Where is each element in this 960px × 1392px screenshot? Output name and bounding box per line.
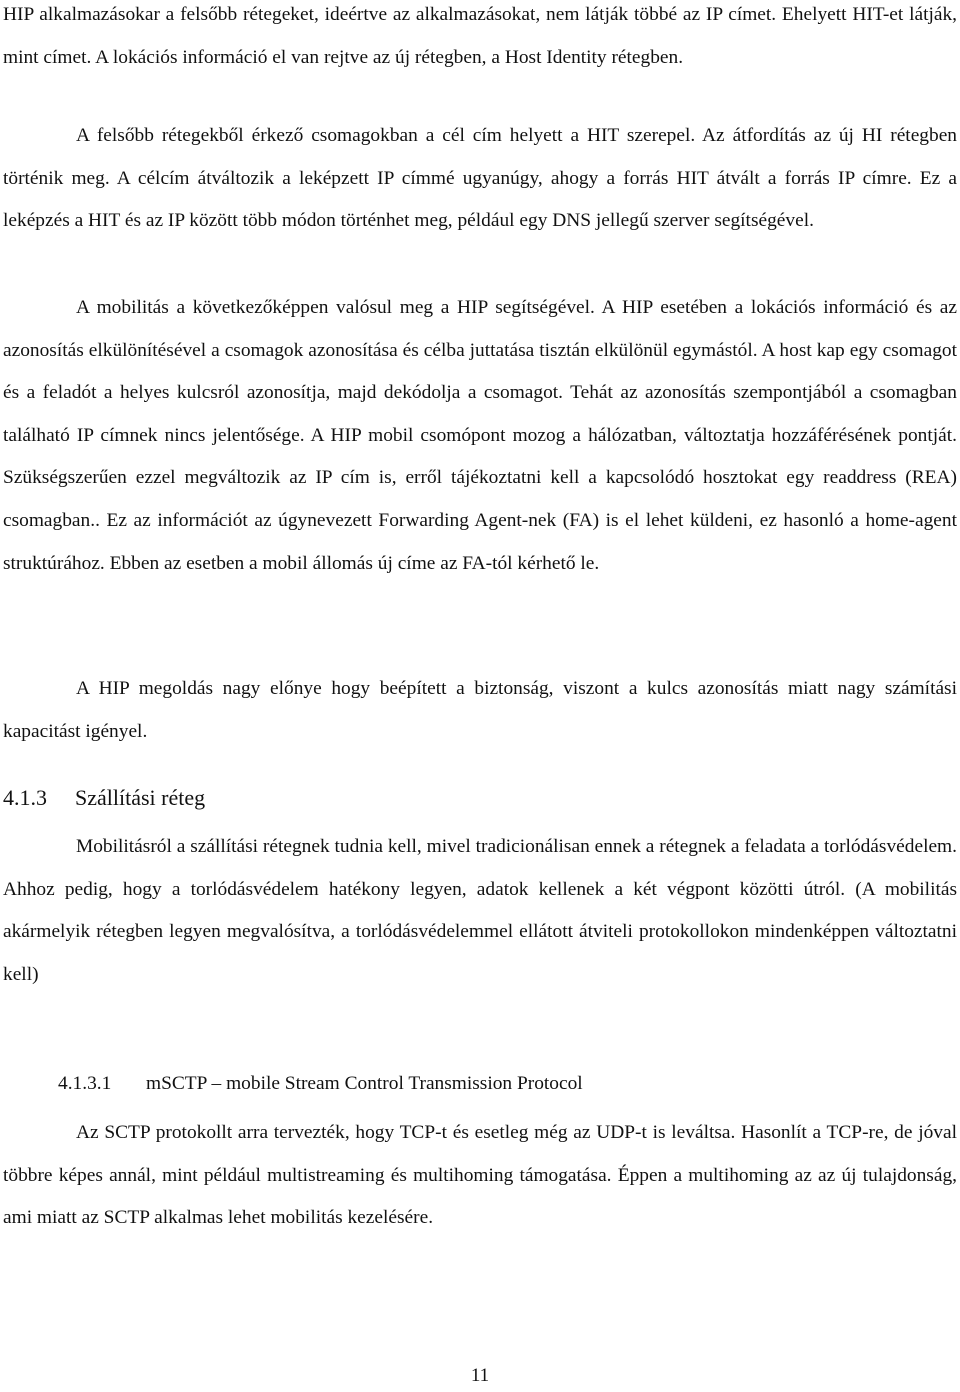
paragraph-transport-layer: Mobilitásról a szállítási rétegnek tudnia kell, mivel tradicionálisan ennek a rétegnek a feladata a torlódásvédelem. Ahhoz pedig, hogy a torlódásvédelem hatékony legyen, adatok kellenek a két végpont közötti útról. (A mobilitás akármelyik rétegben legyen megvalósítva, a torlódásvédelemmel ellátott átviteli protokollokon mindenképpen változtatni kell) bbox=[3, 836, 957, 985]
paragraph-hip-layers: HIP alkalmazásokar a felsőbb rétegeket, ideértve az alkalmazásokat, nem látják többé az IP címet. Ehelyett HIT-et látják, mint címet. A lokációs információ el van rejtve az új rétegben, a Host Identity rétegben. bbox=[3, 4, 957, 68]
paragraph-sctp: Az SCTP protokollt arra tervezték, hogy TCP-t és esetleg még az UDP-t is leváltsa. Hasonlít a TCP-re, de jóval többre képes annál, mint például multistreaming és multihoming támogatása. Éppen a multihoming az az új tulajdonság, ami miatt az SCTP alkalmas lehet mobilitás kezelésére. bbox=[3, 1122, 957, 1229]
paragraph-hip-advantage: A HIP megoldás nagy előnye hogy beépített a biztonság, viszont a kulcs azonosítás miatt nagy számítási kapacitást igényel. bbox=[3, 678, 957, 742]
section-heading bbox=[3, 778, 205, 818]
subsection-title: mSCTP – mobile Stream Control Transmission Protocol bbox=[146, 1073, 583, 1094]
paragraph-hip-mobility: A mobilitás a következőképpen valósul meg a HIP segítségével. A HIP esetében a lokációs információ és az azonosítás elkülönítésével a csomagok azonosítása és célba juttatása tisztán elkülönül egymástól. A host kap egy csomagot és a feladót a helyes kulcsról azonosítja, majd dekódolja a csomagot. Tehát az azonosítás szempontjából a csomagban található IP címnek nincs jelentősége. A HIP mobil csomópont mozog a hálózatban, változtatja hozzáférésének pontját. Szükségszerűen ezzel megváltozik az IP cím is, erről tájékoztatni kell a kapcsolódó hosztokat egy readdress (REA) csomagban.. Ez az információt az úgynevezett Forwarding Agent-nek (FA) is el lehet küldeni, ez hasonló a home-agent struktúrához. Ebben az esetben a mobil állomás új címe az FA-tól kérhető le. bbox=[3, 297, 957, 574]
paragraph-hit-translation: A felsőbb rétegekből érkező csomagokban a cél cím helyett a HIT szerepel. Az átfordítás az új HI rétegben történik meg. A célcím átváltozik a leképzett IP címmé ugyanúgy, ahogy a forrás HIT átvált a forrás IP címre. Ez a leképzés a HIT és az IP között több módon történhet meg, például egy DNS jellegű szerver segítségével. bbox=[3, 125, 957, 232]
subsection-heading bbox=[58, 1064, 583, 1104]
section-number: 4.1.3 bbox=[3, 785, 47, 810]
page-number: 11 bbox=[470, 1365, 490, 1386]
subsection-number: 4.1.3.1 bbox=[58, 1073, 112, 1094]
section-title: Szállítási réteg bbox=[75, 785, 206, 810]
